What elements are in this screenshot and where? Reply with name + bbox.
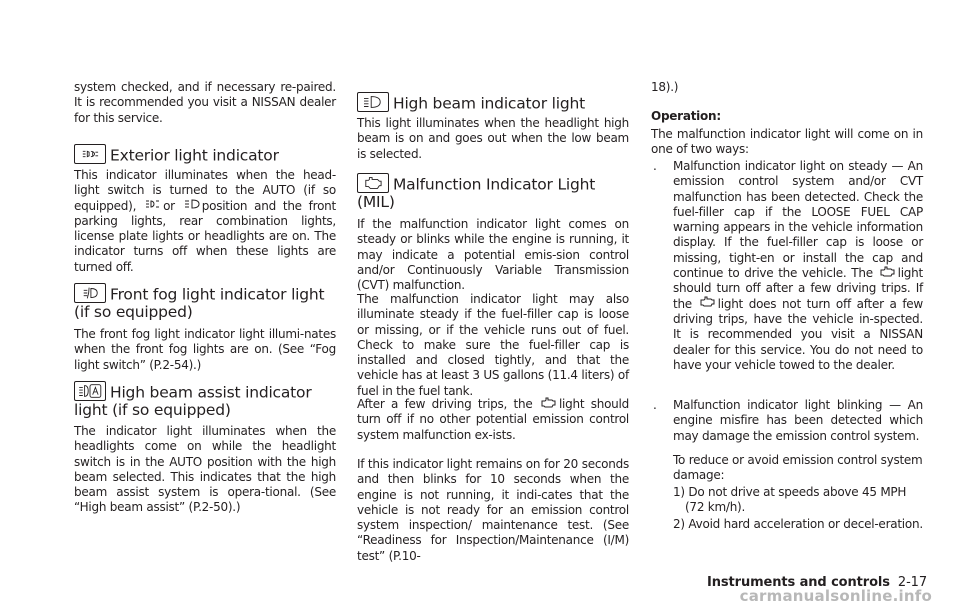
- high-beam-icon: [357, 92, 389, 112]
- front-fog-icon: [74, 283, 106, 303]
- high-beam-assist-body: The indicator light illuminates when the headlights come on while the headlight switch is in the AUTO position with the high beam selected. This indicates that the high beam assist system is opera-tional. (See “High beam assist” (P.2-50).): [74, 424, 336, 515]
- check-engine-icon: [357, 173, 389, 193]
- exterior-light-body: [74, 168, 336, 275]
- mil-paragraph-1: If the malfunction indicator light comes on steady or blinks while the engine is running, it may indicate a potential emis-sion control and/or Continuously Variable Transmission (CVT) malfunction.: [357, 217, 629, 293]
- headlight-icon: [183, 198, 201, 210]
- intro-paragraph: system checked, and if necessary re-paired. It is recommended you visit a NISSAN dealer for this service.: [74, 80, 336, 125]
- mil-paragraph-2: The malfunction indicator light may also illuminate steady if the fuel-filler cap is loose or missing, or if the vehicle runs out of fuel. Check to make sure the fuel-filler cap is installed and closed tightly, and that the vehicle has at least 3 US gallons (11.4 liters) of fuel in the fuel tank.: [357, 292, 629, 398]
- mil-heading: [357, 175, 629, 195]
- exterior-body-b: position and the front parking lights, rear combination lights, license plate lights or headlights are on. The indicator turns off when these lights are turned off.: [74, 198, 336, 274]
- operation-intro: The malfunction indicator light will come on in one of two ways:: [651, 127, 923, 157]
- front-fog-heading: [74, 285, 336, 305]
- mil-title-1: Malfunction Indicator Light: [393, 175, 596, 194]
- front-fog-body: The front fog light indicator light illumi-nates when the front fog lights are on. (See “Fog light switch” (P.2-54).): [74, 327, 336, 372]
- bullet1-b: light should turn off after a few driving trips. If the: [673, 266, 923, 311]
- mil-title-2: (MIL): [357, 193, 395, 211]
- bullet1-c: light does not turn off after a few driving trips, have the vehicle in-spected. It is recommended you visit a NISSAN dealer for this service. You do not need to have your vehicle towed to the dealer.: [673, 296, 923, 372]
- mil-paragraph-3: [357, 397, 629, 443]
- exterior-light-icon: [74, 144, 106, 164]
- exterior-body-a: This indicator illuminates when the head-light switch is turned to the AUTO (if so equipped),: [74, 168, 336, 213]
- bullet-steady-text: [673, 159, 923, 373]
- parking-light-icon: [144, 198, 162, 210]
- watermark: carmanualsonline.info: [739, 587, 932, 605]
- high-beam-assist-heading: [74, 383, 336, 403]
- step-1-text: 1) Do not drive at speeds above 45 MPH (72 km/h).: [673, 485, 907, 515]
- high-beam-heading: [357, 94, 629, 114]
- reduce-damage-text: To reduce or avoid emission control system damage:: [673, 453, 923, 483]
- check-engine-inline-icon: [879, 266, 897, 278]
- exterior-light-title: Exterior light indicator: [110, 146, 279, 165]
- front-fog-title-2: (if so equipped): [74, 303, 193, 321]
- continuation-text: 18).): [651, 80, 679, 94]
- bullet-dot: .: [653, 398, 657, 412]
- high-beam-title: High beam indicator light: [393, 94, 585, 113]
- front-fog-title-1: Front fog light indicator light: [110, 285, 325, 304]
- mil-paragraph-4: If this indicator light remains on for 20 seconds and then blinks for 10 seconds when the engine is not running, it indi-cates that the vehicle is not ready for an emission control system inspection/ maintenance test. (See “Readiness for Inspection/Maintenance (I/M) test” (P.10-: [357, 457, 629, 563]
- high-beam-assist-title-2: light (if so equipped): [74, 401, 231, 419]
- bullet1-a: Malfunction indicator light on steady — An emission control system and/or CVT malfunction has been detected. Check the fuel-filler cap if the LOOSE FUEL CAP warning appears in the vehicle information display. If the fuel-filler cap is loose or missing, tight-en or install the cap and continue to drive the vehicle. The: [673, 159, 923, 281]
- step-1: [651, 485, 923, 516]
- bullet-dot: .: [653, 159, 657, 173]
- high-beam-body: This light illuminates when the headlight high beam is on and goes out when the low beam is selected.: [357, 116, 629, 161]
- operation-label: Operation:: [651, 109, 721, 123]
- footer-section: Instruments and controls: [707, 575, 890, 590]
- page-number: 2-17: [897, 575, 928, 590]
- high-beam-assist-title-1: High beam assist indicator: [110, 383, 312, 402]
- bullet-steady: [651, 159, 923, 373]
- exterior-light-heading: [74, 146, 336, 166]
- exterior-body-or: or: [163, 198, 175, 213]
- mil-p3-b: light should turn off if no other potential emission control system malfunction ex-ists.: [357, 397, 629, 442]
- check-engine-inline-icon: [699, 296, 717, 308]
- bullet-blinking: [651, 398, 923, 444]
- high-beam-assist-icon: [74, 381, 106, 401]
- bullet-blinking-text: Malfunction indicator light blinking — An engine misfire has been detected which may damage the emission control system.: [673, 398, 923, 443]
- step-2: [651, 517, 923, 532]
- step-2-text: 2) Avoid hard acceleration or decel-eration.: [673, 517, 923, 531]
- mil-p3-a: After a few driving trips, the: [357, 397, 533, 411]
- check-engine-inline-icon: [540, 397, 558, 409]
